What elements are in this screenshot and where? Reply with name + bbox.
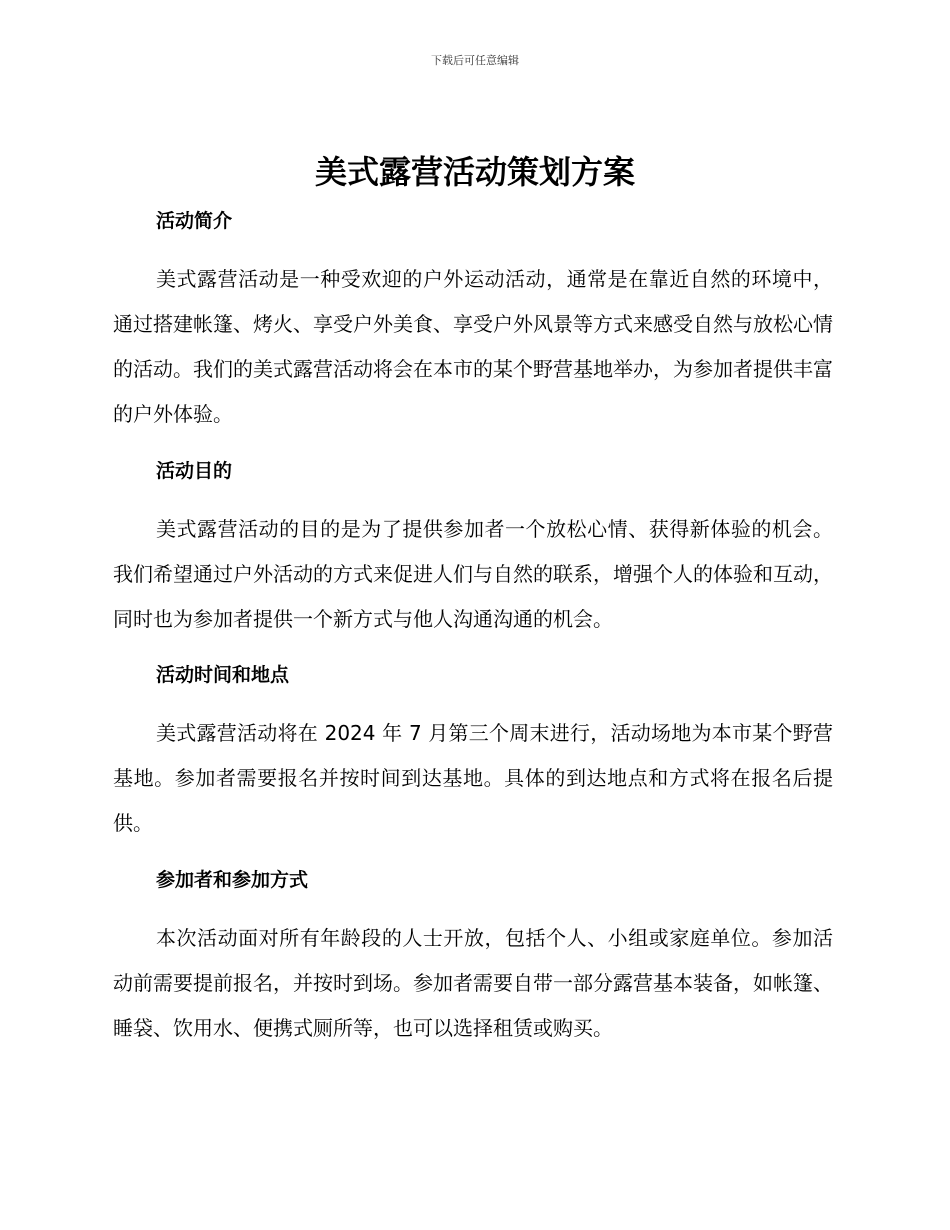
header-note: 下载后可任意编辑 — [431, 54, 519, 67]
document-title: 美式露营活动策划方案 — [314, 153, 635, 191]
section-heading-intro: 活动简介 — [156, 210, 233, 232]
section-body-intro: 美式露营活动是一种受欢迎的户外运动活动，通常是在靠近自然的环境中，通过搭建帐篷、烤火、享受户外美食、享受户外风景等方式来感受自然与放松心情的活动。我们的美式露营活动将会在本市的某个野营基地举办，为参加者提供丰富的户外体验。 — [113, 267, 833, 426]
section-body-participants: 本次活动面对所有年龄段的人士开放，包括个人、小组或家庭单位。参加活动前需要提前报名，并按时到场。参加者需要自带一部分露营基本装备，如帐篷、睡袋、饮用水、便携式厕所等，也可以选择租赁或购买。 — [113, 926, 833, 1040]
section-heading-purpose: 活动目的 — [156, 460, 233, 482]
section-heading-time-location: 活动时间和地点 — [156, 664, 290, 686]
section-body-time-location: 美式露营活动将在 2024 年 7 月第三个周末进行，活动场地为本市某个野营基地。参加者需要报名并按时间到达基地。具体的到达地点和方式将在报名后提供。 — [113, 721, 833, 835]
section-body-purpose: 美式露营活动的目的是为了提供参加者一个放松心情、获得新体验的机会。我们希望通过户外活动的方式来促进人们与自然的联系，增强个人的体验和互动，同时也为参加者提供一个新方式与他人沟通沟通的机会。 — [113, 517, 833, 631]
section-heading-participants: 参加者和参加方式 — [156, 869, 309, 891]
